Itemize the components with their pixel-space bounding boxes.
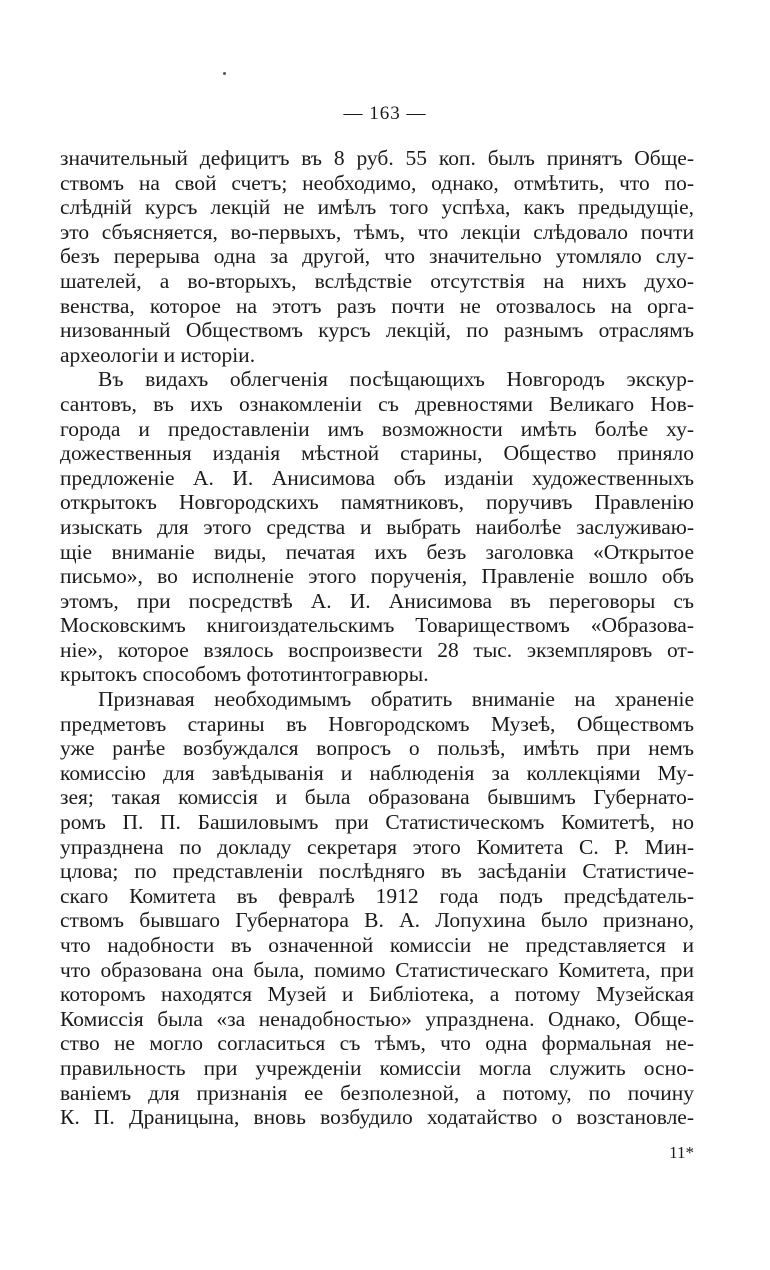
text-line: Въ видахъ облегченiя посѣщающихъ Новгородъ экскур-: [98, 367, 694, 392]
body-text: [60, 146, 694, 1130]
page-number: — 163 —: [343, 103, 427, 124]
text-line: низованный Обществомъ курсъ лекцiй, по разнымъ отраслямъ: [60, 318, 694, 343]
text-line: венства, которое на этотъ разъ почти не отозвалось на орга-: [60, 293, 694, 318]
text-line: упразднена по докладу секретаря этого Комитета С. Р. Мин-: [60, 834, 694, 859]
text-line: дожественныя изданiя мѣстной старины, Общество приняло: [60, 441, 694, 466]
text-line: этомъ, при посредствѣ А. И. Анисимова въ переговоры съ: [60, 588, 694, 613]
text-line: сантовъ, въ ихъ ознакомленiи съ древностями Великаго Нов-: [60, 391, 694, 416]
text-line: ствомъ бывшаго Губернатора В. А. Лопухина было признано,: [60, 908, 694, 933]
text-line: безъ перерыва одна за другой, что значительно утомляло слу-: [60, 244, 694, 269]
text-line: письмо», во исполненiе этого порученiя, Правленiе вошло объ: [60, 564, 694, 589]
text-line: изыскать для этого средства и выбрать наиболѣе заслуживаю-: [60, 514, 694, 539]
text-line: К. П. Драницына, вновь возбудило ходатайство о возстановле-: [60, 1105, 694, 1130]
text-line: цлова; по представленiи послѣдняго въ засѣданiи Статистиче-: [60, 859, 694, 884]
text-line: Признавая необходимымъ обратить вниманiе на храненiе: [98, 687, 694, 712]
text-line: археологiи и исторiи.: [60, 342, 256, 367]
text-line: открытокъ Новгородскихъ памятниковъ, поручивъ Правленiю: [60, 490, 694, 515]
print-speck: [223, 72, 226, 75]
text-line: это сбъясняется, во-первыхъ, тѣмъ, что лекцiи слѣдовало почти: [60, 219, 694, 244]
text-line: что образована она была, помимо Статистическаго Комитета, при: [60, 957, 694, 982]
text-line: ромъ П. П. Башиловымъ при Статистическомъ Комитетѣ, но: [60, 810, 694, 835]
text-line: крытокъ способомъ фототинтогравюры.: [60, 662, 429, 687]
text-line: предметовъ старины въ Новгородскомъ Музеѣ, Обществомъ: [60, 711, 694, 736]
text-line: правильность при учрежденiи комиссiи могла служить осно-: [60, 1055, 694, 1080]
text-line: предложенiе А. И. Анисимова объ изданiи художественныхъ: [60, 465, 694, 490]
text-line: ство не могло согласиться съ тѣмъ, что одна формальная не-: [60, 1031, 694, 1056]
text-line: города и предоставленiи имъ возможности имѣть болѣе ху-: [60, 416, 694, 441]
text-line: уже ранѣе возбуждался вопросъ о пользѣ, имѣть при немъ: [60, 736, 694, 761]
text-line: что надобности въ означенной комиссiи не представляется и: [60, 933, 694, 957]
text-line: Московскимъ книгоиздательскимъ Товариществомъ «Образова-: [60, 613, 694, 638]
text-line: шателей, а во-вторыхъ, вслѣдствiе отсутствiя на нихъ духо-: [60, 268, 694, 293]
text-line: Комиссiя была «за ненадобностью» упразднена. Однако, Обще-: [60, 1006, 694, 1031]
text-line: щiе вниманiе виды, печатая ихъ безъ заголовка «Открытое: [60, 539, 694, 564]
text-line: ствомъ на свой счетъ; необходимо, однако, отмѣтить, что по-: [60, 170, 694, 195]
text-line: зея; такая комиссiя и была образована бывшимъ Губернато-: [60, 785, 694, 810]
text-line: которомъ находятся Музей и Библiотека, а потому Музейская: [60, 982, 694, 1007]
signature-mark: 11*: [669, 1143, 694, 1162]
paragraph-1: [60, 146, 694, 367]
text-line: ванiемъ для признанiя ее безполезной, а потому, по почину: [60, 1080, 694, 1105]
text-line: нiе», которое взялось воспроизвести 28 тыс. экземпляровъ от-: [60, 637, 694, 662]
text-line: скаго Комитета въ февралѣ 1912 года подъ предсѣдатель-: [60, 883, 694, 908]
paragraph-3: [60, 687, 694, 1130]
text-line: значительный дефицитъ въ 8 руб. 55 коп. былъ принятъ Обще-: [60, 146, 694, 170]
text-line: слѣднiй курсъ лекцiй не имѣлъ того успѣха, какъ предыдущiе,: [60, 195, 694, 220]
paragraph-2: [60, 367, 694, 687]
text-line: комиссiю для завѣдыванiя и наблюденiя за коллекцiями Му-: [60, 760, 694, 785]
